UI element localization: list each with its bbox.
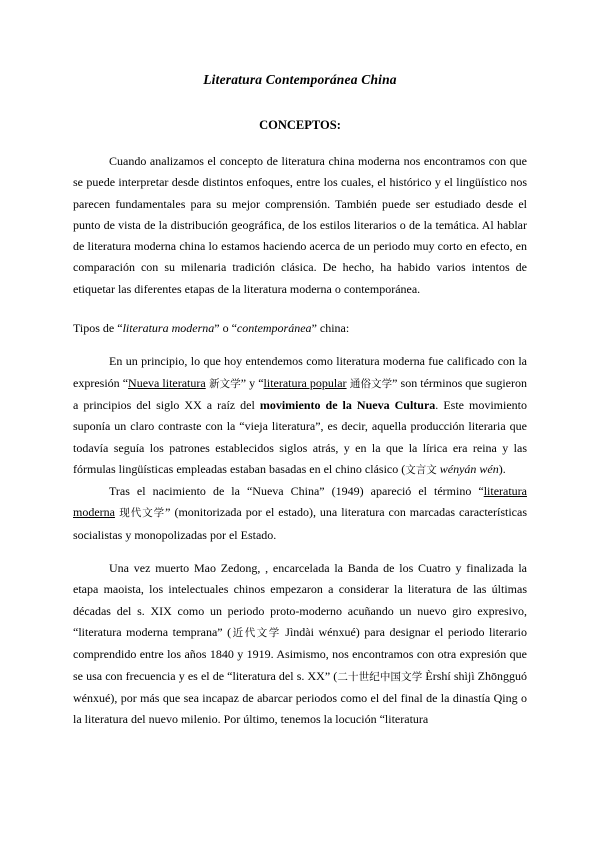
cjk-tongsu-wenxue: 通俗文学 [346, 377, 393, 390]
p2-text-3: ” son términos que sugieron a principios del siglo XX a raíz del [73, 375, 527, 412]
paragraph-nueva-china [73, 481, 527, 546]
types-prefix: Tipos de “ [73, 321, 123, 336]
paragraph-nueva-literatura [73, 351, 527, 481]
term-nueva-literatura: Nueva literatura [128, 375, 206, 390]
p4-text-1: Una vez muerto Mao Zedong, , encarcelada la Banda de los Cuatro y finalizada la etapa maoista, los intelectuales chinos empezaron a considerar la literatura de las últimas décadas del s. XIX como un periodo proto-moderno acuñando un nuevo giro expresivo, “literatura moderna temprana” ( [73, 561, 527, 639]
p2-text-2: ” y “ [240, 375, 264, 390]
p2-text-4: . Este movimiento suponía un claro contraste con la “vieja literatura”, es decir, aquella producción literaria que todavía seguía los patrones establecidos siglos atrás, y en la que la lírica era reina y las fórmulas lingüísticas empleadas estaban basadas en el chino clásico ( [73, 397, 528, 476]
cjk-xiandai-wenxue: 现代文学 [114, 507, 166, 520]
types-suffix: ” china: [311, 321, 350, 336]
types-line [73, 318, 527, 339]
types-term-contemporanea: contemporánea [236, 321, 312, 336]
types-middle: ” o “ [214, 321, 237, 336]
p3-text-2: ” (monitorizada por el estado), una literatura con marcadas características socialistas y monopolizadas por el Estado. [73, 505, 528, 542]
paragraph-post-mao [73, 558, 527, 730]
document-title: Literatura Contemporánea China [203, 72, 397, 87]
p4-text-2: Jìndài wénxué) para designar el periodo literario comprendido entre los años 1840 y 1919. Asimismo, nos encontramos con otra expresión que se usa con frecuencia y es el de “literatura del s. XX” ( [73, 624, 527, 683]
pinyin-wenyan-wen: wényán wén [436, 461, 499, 476]
cjk-ershi-shiji: 二十世纪中国文学 [337, 670, 423, 683]
cjk-wenyan-wen: 文言文 [405, 463, 437, 476]
cjk-jindai-wenxue: 近代文学 [231, 626, 281, 639]
p2-text-1: En un principio, lo que hoy entendemos como literatura moderna fue calificado con la expresión “ [73, 354, 527, 390]
section-heading: CONCEPTOS: [259, 118, 341, 132]
term-movimiento-nueva-cultura: movimiento de la Nueva Cultura [259, 397, 436, 412]
types-term-moderna: literatura moderna [122, 321, 215, 336]
p4-text-3: Èrshí shìjì Zhōngguó wénxué), por más que sea incapaz de abarcar periodos como el del final de la dinastía Qing o la literatura del nuevo milenio. Por último, tenemos la locución “literatura [73, 668, 527, 727]
p3-text-1: Tras el nacimiento de la “Nueva China” (1949) apareció el término “ [109, 484, 484, 499]
p2-text-5: ). [498, 461, 506, 476]
term-literatura-popular: literatura popular [263, 375, 347, 390]
term-literatura-moderna: literatura moderna [73, 484, 527, 520]
cjk-xin-wenxue: 新文学 [205, 377, 241, 390]
paragraph-intro: Cuando analizamos el concepto de literatura china moderna nos encontramos con que se puede interpretar desde distintos enfoques, entre los cuales, el histórico y el lingüístico nos parecen fundamentales para su mejor comprensión. También puede ser estudiado desde el punto de vista de la distribución geográfica, de los estilos literarios o de la temática. Al hablar de literatura moderna china lo estamos haciendo acerca de un periodo muy corto en efecto, en comparación con su milenaria tradición clásica. De hecho, ha habido varios intentos de etiquetar las diferentes etapas de la literatura moderna o contemporánea. [73, 154, 527, 296]
